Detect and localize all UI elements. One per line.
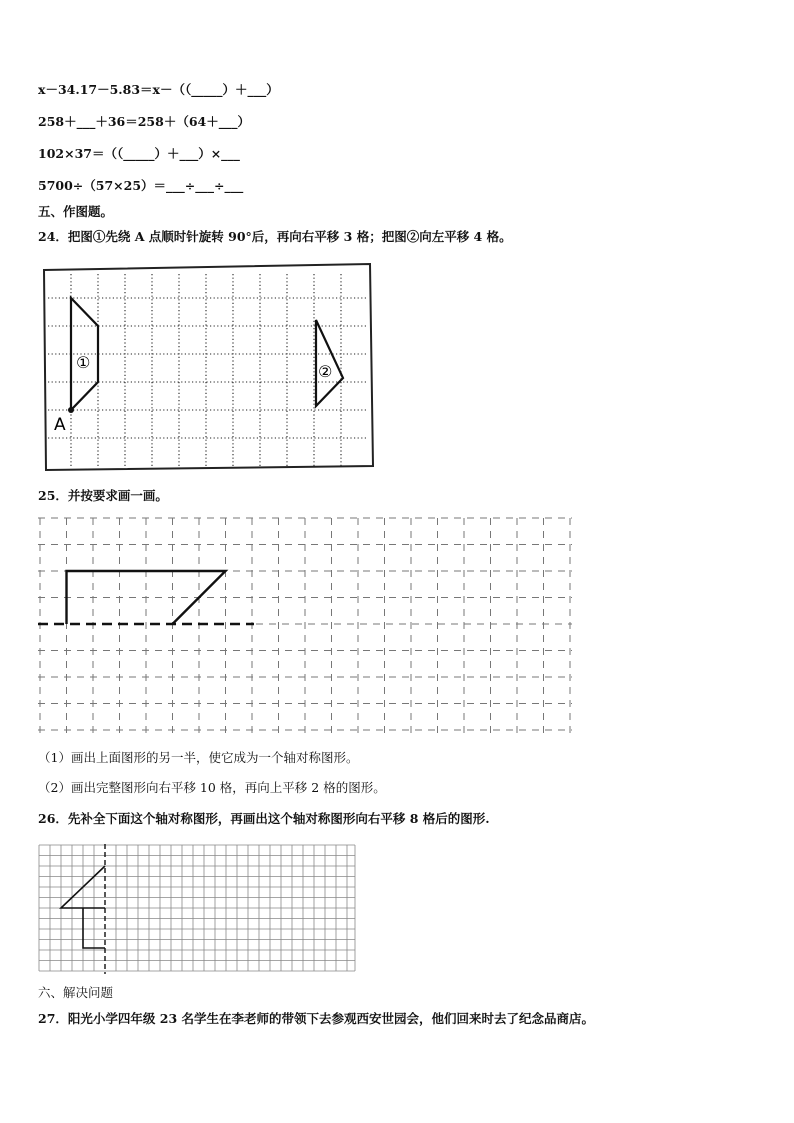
figure-2-label: ② (318, 362, 333, 381)
q24-grid-figure (40, 262, 376, 474)
question-25-sub-1: （1）画出上面图形的另一半，使它成为一个轴对称图形。 (38, 750, 359, 765)
figure-1-label: ① (76, 353, 91, 372)
question-24-text: 24．把图①先绕 A 点顺时针旋转 90°后，再向右平移 3 格；把图②向左平移 4 格。 (38, 229, 512, 244)
question-25-text: 25．并按要求画一画。 (38, 488, 168, 503)
question-27-text: 27．阳光小学四年级 23 名学生在李老师的带领下去参观西安世园会，他们回来时去了纪念品商店。 (38, 1011, 594, 1026)
equation-line-4: 5700÷（57×25）＝___÷___÷___ (38, 178, 244, 193)
q25-grid-figure (36, 516, 576, 738)
section-5-title: 五、作图题。 (38, 204, 114, 219)
question-25-sub-2: （2）画出完整图形向右平移 10 格，再向上平移 2 格的图形。 (38, 780, 386, 795)
section-6-title: 六、解决问题 (38, 985, 114, 1000)
q25-dashed-grid (38, 518, 572, 734)
question-26-text: 26．先补全下面这个轴对称图形，再画出这个轴对称图形向右平移 8 格后的图形. (38, 811, 490, 826)
point-a-dot (68, 407, 74, 413)
point-a-label: A (54, 415, 66, 435)
equation-line-2: 258＋___＋36＝258＋（64＋___） (38, 114, 250, 129)
equation-line-1: x－34.17－5.83＝x－（（_____）＋___） (38, 82, 279, 97)
equation-line-3: 102×37＝（（_____）＋___）×___ (38, 146, 240, 161)
q26-grid-figure (38, 844, 358, 974)
